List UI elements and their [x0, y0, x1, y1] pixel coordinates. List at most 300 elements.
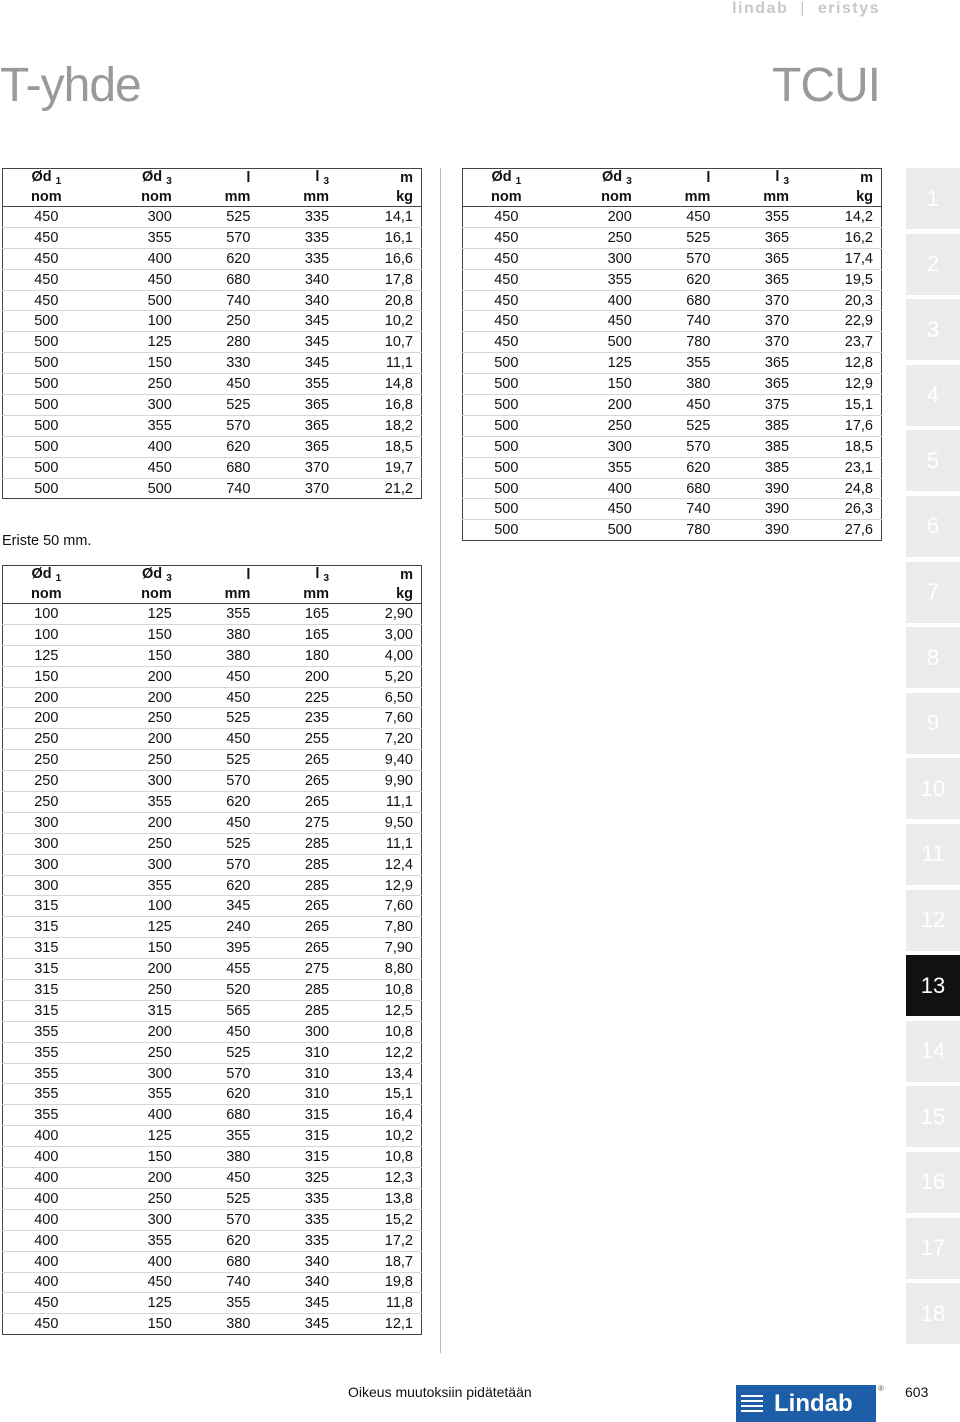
table-cell: 340 — [258, 1272, 337, 1293]
table-cell: 345 — [180, 896, 259, 917]
chapter-tab-14[interactable]: 14 — [906, 1021, 960, 1082]
table-cell: 450 — [92, 457, 180, 478]
chapter-tab-5[interactable]: 5 — [906, 430, 960, 491]
table-cell: 8,80 — [337, 959, 421, 980]
chapter-tab-8[interactable]: 8 — [906, 627, 960, 688]
table-cell: 500 — [463, 415, 552, 436]
table-cell: 125 — [92, 917, 180, 938]
chapter-tab-15[interactable]: 15 — [906, 1086, 960, 1147]
table-cell: 450 — [463, 207, 552, 228]
table-cell: 400 — [92, 1251, 180, 1272]
table-cell: 24,8 — [797, 478, 881, 499]
table-row — [3, 353, 422, 374]
column-symbol: l — [706, 170, 711, 187]
table-cell: 335 — [258, 1230, 337, 1251]
table-cell: 355 — [92, 1230, 180, 1251]
table-cell: 500 — [463, 374, 552, 395]
table-cell: 500 — [463, 395, 552, 416]
table-cell: 3,00 — [337, 624, 421, 645]
column-unit-4: mm — [258, 188, 337, 207]
chapter-tab-13[interactable]: 13 — [906, 955, 960, 1016]
table-row — [3, 1063, 422, 1084]
table-cell: 150 — [147, 1316, 172, 1333]
header-row-units — [463, 188, 882, 207]
table-cell: 455 — [180, 959, 259, 980]
table-cell: 315 — [258, 1105, 337, 1126]
column-subscript: 1 — [55, 573, 62, 585]
table-cell: 400 — [3, 1168, 92, 1189]
chapter-tab-12[interactable]: 12 — [906, 890, 960, 951]
table-cell: 300 — [92, 771, 180, 792]
table-cell: 525 — [640, 227, 719, 248]
table-cell: 15,1 — [337, 1084, 421, 1105]
table-cell: 500 — [3, 374, 92, 395]
table-cell: 570 — [180, 1063, 259, 1084]
table-row — [463, 499, 882, 520]
table-body — [3, 207, 422, 499]
table-cell: 125 — [552, 353, 640, 374]
table-cell: 345 — [258, 311, 337, 332]
table-cell: 565 — [180, 1000, 259, 1021]
table-cell: 395 — [180, 938, 259, 959]
table-cell: 165 — [258, 624, 337, 645]
table-cell: 200 — [92, 812, 180, 833]
table-row — [463, 374, 882, 395]
table-cell: 200 — [92, 1168, 180, 1189]
column-subscript: 3 — [323, 573, 330, 585]
table-cell: 275 — [258, 959, 337, 980]
table-cell: 17,4 — [797, 248, 881, 269]
table-cell: 250 — [3, 771, 92, 792]
table-cell: 250 — [92, 833, 180, 854]
column-unit-5: kg — [337, 188, 421, 207]
table-cell: 300 — [92, 1209, 180, 1230]
table-row — [463, 436, 882, 457]
table-cell: 500 — [92, 290, 180, 311]
table-cell: 125 — [3, 645, 92, 666]
table-row — [3, 812, 422, 833]
chapter-tab-6[interactable]: 6 — [906, 496, 960, 557]
table-cell: 21,2 — [384, 480, 413, 497]
table-cell: 7,90 — [337, 938, 421, 959]
chapter-tab-10[interactable]: 10 — [906, 758, 960, 819]
table-cell: 385 — [718, 436, 797, 457]
table-cell: 250 — [3, 729, 92, 750]
table-cell: 300 — [92, 1063, 180, 1084]
table-row — [3, 792, 422, 813]
table-cell: 525 — [180, 750, 259, 771]
table-cell: 200 — [92, 687, 180, 708]
table-cell: 200 — [258, 666, 337, 687]
table-cell: 355 — [3, 1021, 92, 1042]
table-cell: 335 — [258, 248, 337, 269]
table-cell: 150 — [92, 353, 180, 374]
table-cell: 355 — [3, 1084, 92, 1105]
brand-section: eristys — [817, 0, 880, 17]
table-cell: 400 — [3, 1251, 92, 1272]
table-cell: 370 — [718, 332, 797, 353]
table-cell: 620 — [640, 269, 719, 290]
table-cell: 275 — [258, 812, 337, 833]
chapter-tab-11[interactable]: 11 — [906, 824, 960, 885]
table-row — [3, 666, 422, 687]
table-cell: 400 — [3, 1147, 92, 1168]
table-cell: 450 — [640, 207, 719, 228]
table-header — [3, 169, 422, 207]
table-cell: 450 — [463, 248, 552, 269]
table-cell: 250 — [92, 1188, 180, 1209]
table-cell: 450 — [3, 1293, 92, 1314]
table-cell: 125 — [92, 604, 180, 625]
column-header-4 — [258, 566, 337, 585]
table-cell: 365 — [258, 415, 337, 436]
table-cell: 285 — [258, 875, 337, 896]
table-cell: 400 — [552, 290, 640, 311]
table-cell: 300 — [3, 854, 92, 875]
table-cell: 450 — [3, 207, 92, 228]
table-cell: 300 — [92, 395, 180, 416]
table-cell: 300 — [258, 1021, 337, 1042]
table-cell: 680 — [180, 1105, 259, 1126]
table-cell: 315 — [3, 959, 92, 980]
table-row — [463, 269, 882, 290]
table-cell: 310 — [258, 1042, 337, 1063]
table-row — [3, 896, 422, 917]
table-cell: 9,90 — [337, 771, 421, 792]
table-cell: 345 — [258, 332, 337, 353]
table-cell: 380 — [180, 624, 259, 645]
table-row — [463, 332, 882, 353]
table-cell: 200 — [552, 395, 640, 416]
table-row — [3, 854, 422, 875]
table-header — [3, 566, 422, 604]
table-cell: 10,8 — [337, 1021, 421, 1042]
table-cell: 345 — [304, 1316, 330, 1333]
table-cell: 12,8 — [797, 353, 881, 374]
table-row — [3, 1147, 422, 1168]
table-cell: 12,9 — [797, 374, 881, 395]
table-cell: 18,2 — [337, 415, 421, 436]
table-cell: 335 — [258, 1209, 337, 1230]
table-cell: 12,2 — [337, 1042, 421, 1063]
header-row-symbols — [3, 169, 422, 188]
table-cell: 400 — [92, 248, 180, 269]
header-row-symbols — [3, 566, 422, 585]
table-cell: 525 — [180, 207, 259, 228]
table-cell: 12,3 — [337, 1168, 421, 1189]
table-row — [3, 750, 422, 771]
table-cell: 280 — [180, 332, 259, 353]
table-cell: 22,9 — [797, 311, 881, 332]
table-cell: 18,5 — [337, 436, 421, 457]
column-unit-5: kg — [337, 585, 421, 604]
column-symbol: Ød — [142, 566, 163, 583]
table-cell: 400 — [3, 1209, 92, 1230]
header-row-units — [3, 585, 422, 604]
table-cell: 570 — [640, 436, 719, 457]
chapter-tab-3[interactable]: 3 — [906, 299, 960, 360]
insulation-note: Eriste 50 mm. — [2, 533, 92, 549]
table-body — [3, 604, 422, 1335]
table-cell: 265 — [258, 917, 337, 938]
table-row — [463, 248, 882, 269]
chapter-tab-4[interactable]: 4 — [906, 365, 960, 426]
table-cell: 265 — [258, 938, 337, 959]
table-row — [3, 436, 422, 457]
table-cell: 570 — [180, 854, 259, 875]
table-cell: 200 — [92, 1021, 180, 1042]
table-cell: 680 — [180, 457, 259, 478]
table-cell: 620 — [180, 792, 259, 813]
dimensions-table-2 — [462, 168, 882, 541]
table-cell: 315 — [3, 896, 92, 917]
registered-mark: ® — [878, 1384, 884, 1393]
table-cell: 370 — [718, 311, 797, 332]
table-cell: 250 — [92, 980, 180, 1001]
table-cell: 2,90 — [337, 604, 421, 625]
table-cell: 5,20 — [337, 666, 421, 687]
table-cell: 570 — [180, 771, 259, 792]
chapter-tab-17[interactable]: 17 — [906, 1218, 960, 1279]
table-cell: 355 — [92, 415, 180, 436]
table-cell: 375 — [718, 395, 797, 416]
table-row — [3, 917, 422, 938]
table-cell: 620 — [180, 875, 259, 896]
table-cell: 500 — [463, 478, 552, 499]
table-cell: 125 — [92, 332, 180, 353]
table-row — [3, 1251, 422, 1272]
table-row — [3, 1021, 422, 1042]
brand-name: lindab — [732, 0, 789, 17]
column-symbol: l — [315, 566, 320, 583]
table-cell: 10,7 — [337, 332, 421, 353]
table-cell: 255 — [258, 729, 337, 750]
table-body — [463, 207, 882, 541]
table-cell: 355 — [92, 1084, 180, 1105]
table-cell: 450 — [3, 290, 92, 311]
table-cell: 620 — [180, 436, 259, 457]
table-cell: 340 — [258, 1251, 337, 1272]
table-cell: 265 — [258, 792, 337, 813]
table-cell: 780 — [640, 332, 719, 353]
table-cell: 365 — [258, 395, 337, 416]
table-cell: 380 — [180, 645, 259, 666]
table-row — [3, 980, 422, 1001]
table-cell: 285 — [258, 833, 337, 854]
table-cell: 365 — [258, 436, 337, 457]
table-row — [3, 1314, 422, 1335]
table-cell: 300 — [92, 854, 180, 875]
table-cell: 355 — [3, 1042, 92, 1063]
table-cell: 16,6 — [337, 248, 421, 269]
table-cell: 500 — [3, 332, 92, 353]
table-cell: 365 — [718, 269, 797, 290]
chapter-tab-2[interactable]: 2 — [906, 234, 960, 295]
table-row — [3, 959, 422, 980]
table-cell: 355 — [552, 457, 640, 478]
table-row — [463, 457, 882, 478]
table-cell: 525 — [180, 833, 259, 854]
table-cell: 335 — [258, 1188, 337, 1209]
table-cell: 385 — [718, 415, 797, 436]
table-cell: 400 — [92, 1105, 180, 1126]
table-cell: 330 — [180, 353, 259, 374]
table-cell: 265 — [258, 750, 337, 771]
table-row — [3, 1042, 422, 1063]
table-cell: 285 — [258, 980, 337, 1001]
table-cell: 525 — [180, 708, 259, 729]
table-cell: 355 — [92, 875, 180, 896]
column-header-5 — [797, 169, 881, 188]
column-unit-1: nom — [463, 188, 552, 207]
column-header-1 — [3, 169, 92, 188]
logo-text: Lindab — [774, 1389, 853, 1417]
table-cell: 200 — [3, 708, 92, 729]
table-cell: 355 — [718, 207, 797, 228]
table-cell: 250 — [92, 750, 180, 771]
table-cell: 125 — [92, 1293, 180, 1314]
page-title: T-yhde — [0, 59, 141, 112]
table-row — [463, 207, 882, 228]
table-row — [3, 311, 422, 332]
table-cell: 340 — [258, 290, 337, 311]
table-cell: 380 — [226, 1316, 251, 1333]
table-cell: 14,8 — [337, 374, 421, 395]
table-cell: 370 — [718, 290, 797, 311]
table-row — [3, 478, 422, 499]
table-cell: 355 — [180, 1126, 259, 1147]
table-row — [3, 415, 422, 436]
table-row — [3, 457, 422, 478]
table-cell: 7,60 — [337, 896, 421, 917]
table-cell: 315 — [3, 917, 92, 938]
column-unit-1: nom — [3, 188, 92, 207]
table-cell: 570 — [180, 1209, 259, 1230]
table-cell: 150 — [92, 938, 180, 959]
chapter-tabs — [906, 168, 960, 1349]
table-row — [3, 833, 422, 854]
table-cell: 150 — [3, 666, 92, 687]
table-row — [3, 227, 422, 248]
column-divider — [440, 168, 441, 1353]
column-symbol: l — [246, 567, 251, 584]
table-cell: 570 — [640, 248, 719, 269]
table-cell: 620 — [180, 1230, 259, 1251]
table-row — [3, 1168, 422, 1189]
table-row — [3, 1293, 422, 1314]
table-cell: 285 — [258, 1000, 337, 1021]
table-cell: 27,6 — [844, 522, 873, 539]
table-cell: 355 — [258, 374, 337, 395]
column-symbol: l — [775, 169, 780, 186]
dimensions-table-1 — [2, 168, 422, 499]
table-cell: 500 — [34, 480, 59, 497]
table-row — [463, 478, 882, 499]
table-cell: 525 — [180, 395, 259, 416]
table-cell: 12,1 — [384, 1316, 413, 1333]
column-unit-2: nom — [92, 585, 180, 604]
table-cell: 740 — [640, 311, 719, 332]
column-unit-4: mm — [258, 585, 337, 604]
chapter-tab-9[interactable]: 9 — [906, 693, 960, 754]
table-cell: 125 — [92, 1126, 180, 1147]
table-cell: 315 — [3, 1000, 92, 1021]
table-cell: 15,2 — [337, 1209, 421, 1230]
table-cell: 165 — [258, 604, 337, 625]
table-cell: 265 — [258, 771, 337, 792]
table-cell: 355 — [3, 1063, 92, 1084]
column-unit-2: nom — [92, 188, 180, 207]
table-cell: 450 — [180, 687, 259, 708]
table-row — [3, 938, 422, 959]
table-cell: 500 — [3, 395, 92, 416]
column-symbol: Ød — [142, 169, 163, 186]
table-cell: 500 — [3, 311, 92, 332]
chapter-tab-16[interactable]: 16 — [906, 1152, 960, 1213]
table-cell: 250 — [3, 792, 92, 813]
column-symbol: m — [860, 170, 873, 187]
chapter-tab-1[interactable]: 1 — [906, 168, 960, 229]
table-cell: 9,50 — [337, 812, 421, 833]
table-row — [463, 290, 882, 311]
table-cell: 19,8 — [337, 1272, 421, 1293]
table-row — [3, 604, 422, 625]
column-subscript: 1 — [515, 176, 522, 188]
table-cell: 335 — [258, 227, 337, 248]
column-header-3 — [180, 566, 259, 585]
table-cell: 4,00 — [337, 645, 421, 666]
chapter-tab-18[interactable]: 18 — [906, 1283, 960, 1344]
table-cell: 23,1 — [797, 457, 881, 478]
table-cell: 355 — [3, 1105, 92, 1126]
chapter-tab-7[interactable]: 7 — [906, 562, 960, 623]
table-cell: 240 — [180, 917, 259, 938]
table-cell: 19,7 — [337, 457, 421, 478]
table-cell: 450 — [180, 812, 259, 833]
table-cell: 16,8 — [337, 395, 421, 416]
table-row — [3, 395, 422, 416]
table-cell: 300 — [552, 436, 640, 457]
table-cell: 315 — [258, 1147, 337, 1168]
table-cell: 250 — [92, 708, 180, 729]
table-cell: 300 — [3, 833, 92, 854]
table-cell: 12,5 — [337, 1000, 421, 1021]
table-cell: 26,3 — [797, 499, 881, 520]
table-cell: 450 — [640, 395, 719, 416]
table-cell: 335 — [258, 207, 337, 228]
table-cell: 390 — [718, 478, 797, 499]
column-symbol: l — [246, 170, 251, 187]
table-cell: 680 — [640, 478, 719, 499]
table-cell: 355 — [92, 792, 180, 813]
table-cell: 500 — [463, 353, 552, 374]
table-cell: 310 — [258, 1084, 337, 1105]
footer-disclaimer: Oikeus muutoksiin pidätetään — [348, 1384, 532, 1400]
table-cell: 355 — [92, 227, 180, 248]
table-row — [3, 1272, 422, 1293]
table-cell: 500 — [3, 457, 92, 478]
table-row — [3, 729, 422, 750]
table-cell: 16,2 — [797, 227, 881, 248]
table-cell: 450 — [463, 290, 552, 311]
table-header — [463, 169, 882, 207]
column-unit-3: mm — [640, 188, 719, 207]
table-cell: 300 — [3, 812, 92, 833]
table-cell: 200 — [92, 729, 180, 750]
table-cell: 10,8 — [337, 980, 421, 1001]
table-row — [3, 771, 422, 792]
table-cell: 740 — [640, 499, 719, 520]
